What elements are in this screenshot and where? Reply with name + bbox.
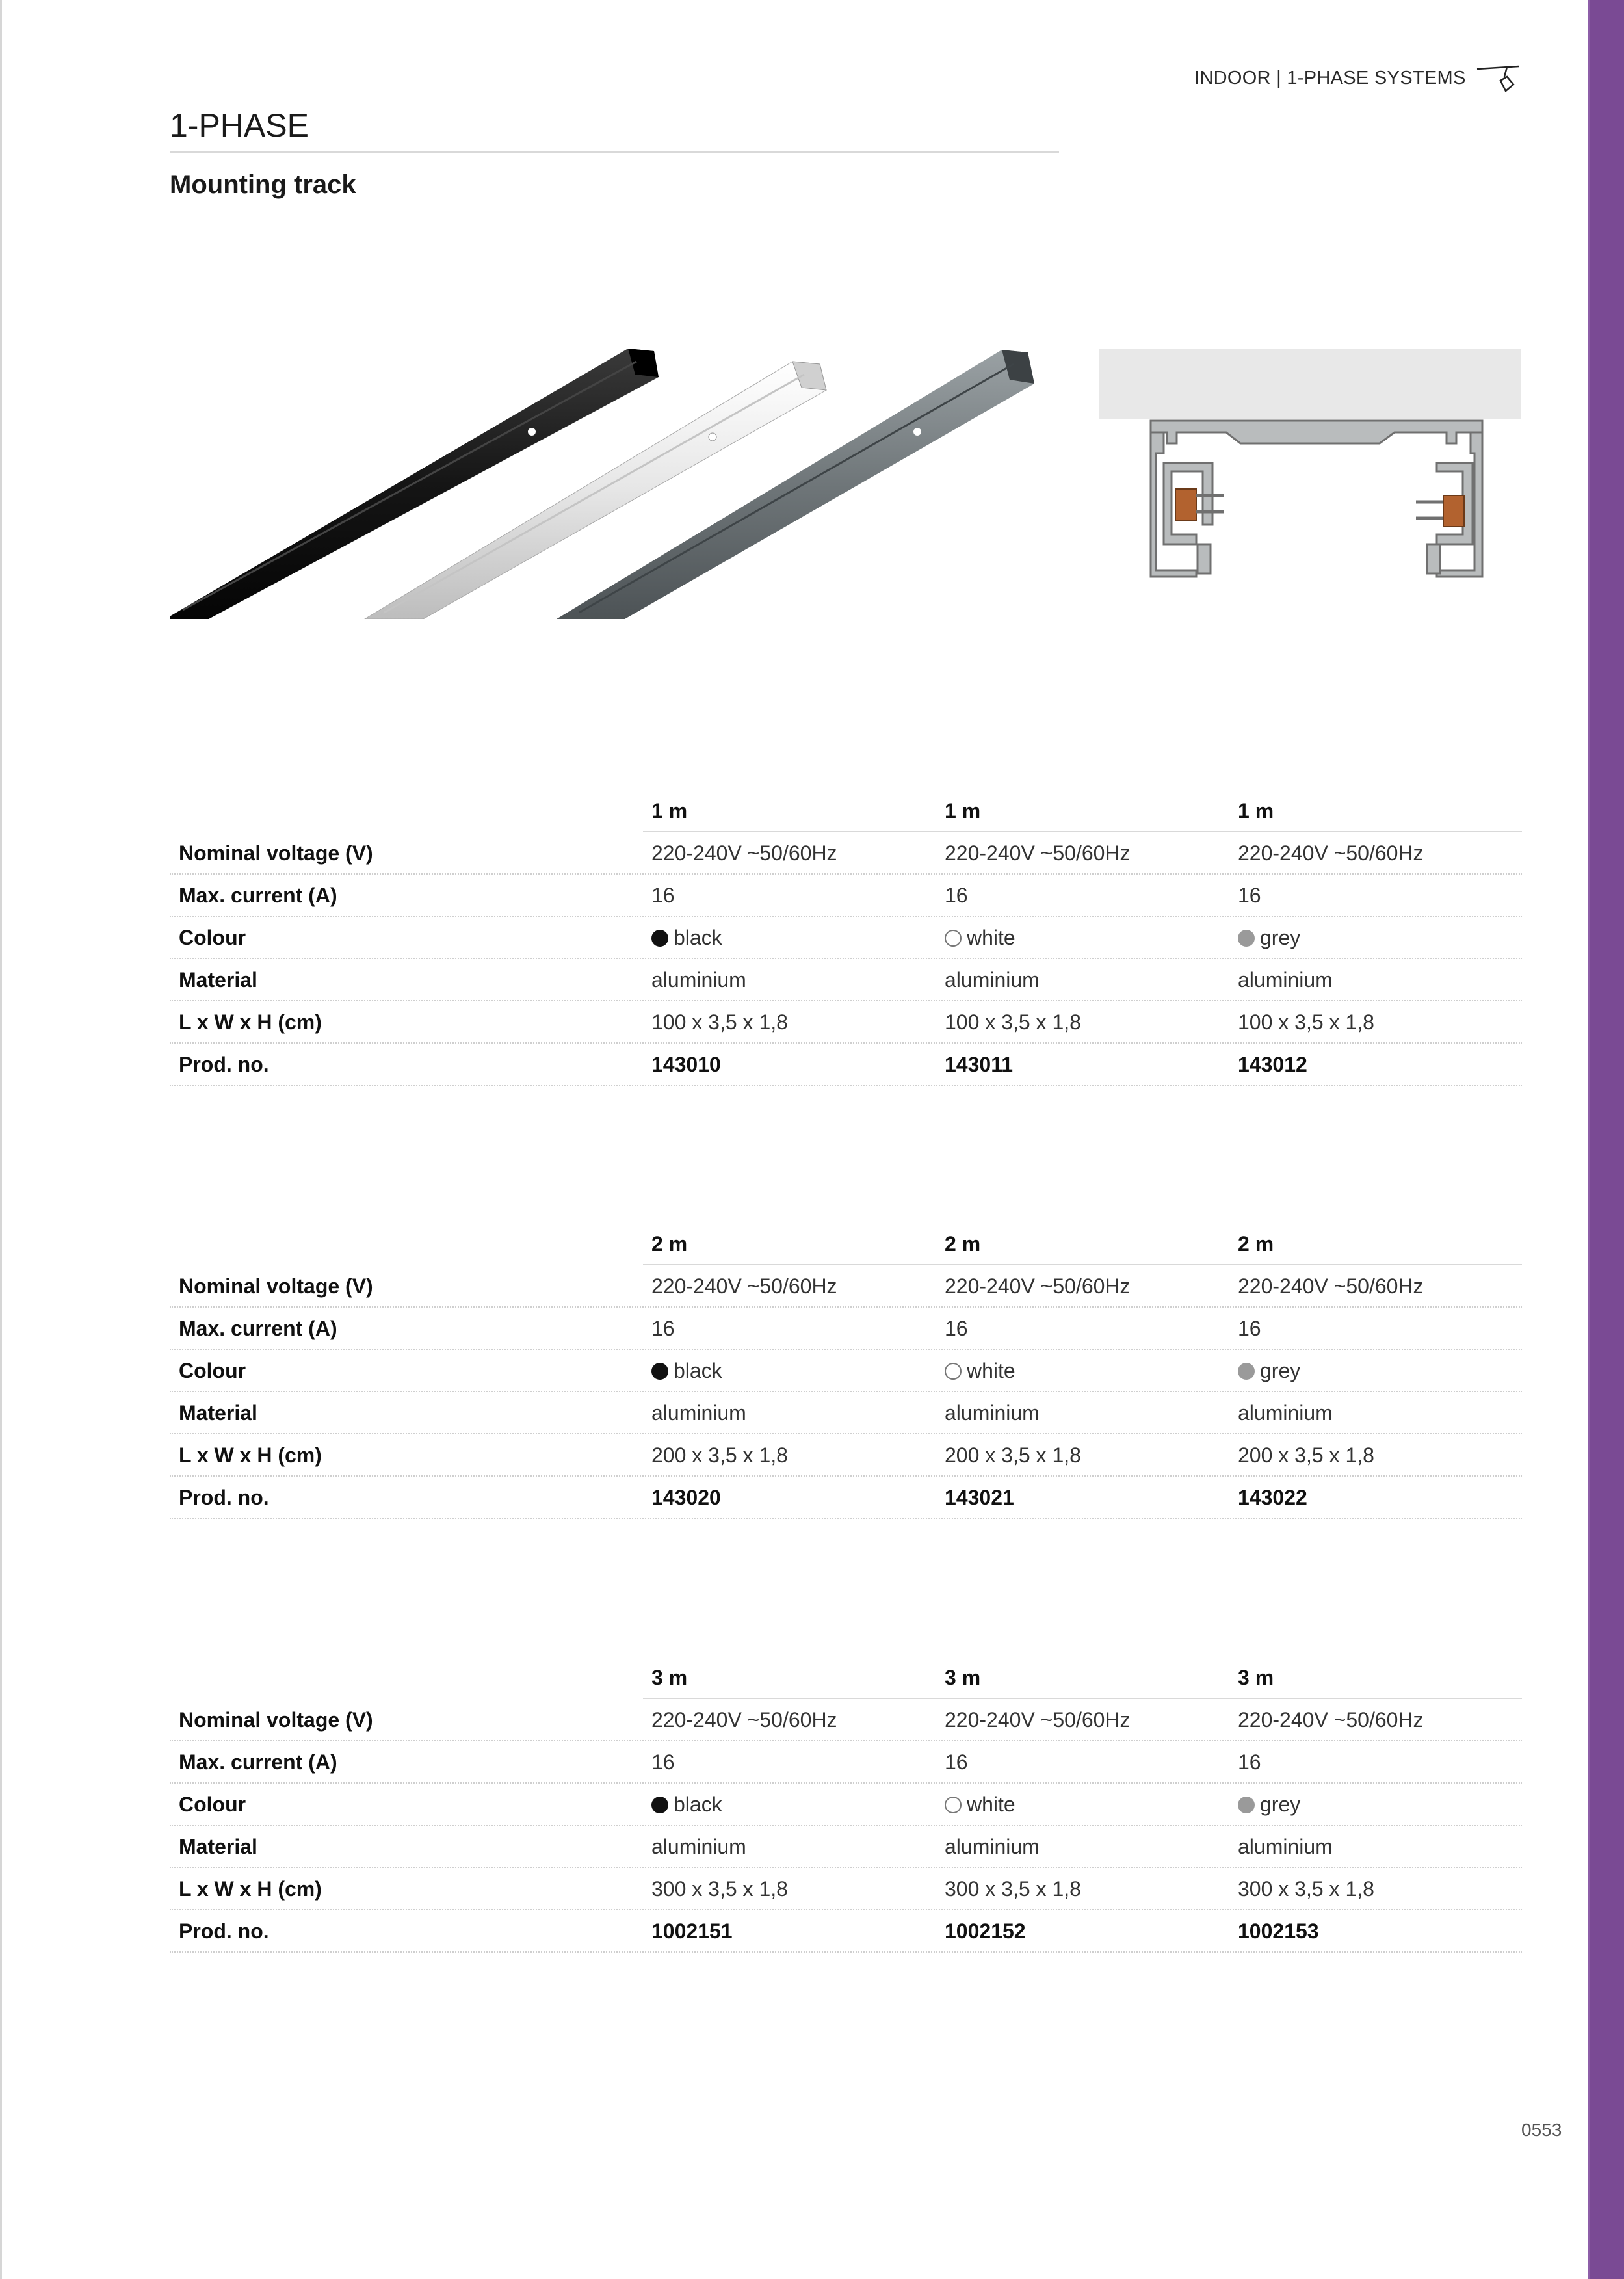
page-title: 1-PHASE	[170, 107, 309, 144]
table-cell: 100 x 3,5 x 1,8	[651, 1010, 788, 1034]
mounting-tracks-photo	[170, 338, 1047, 619]
page-number: 0553	[1521, 2120, 1562, 2140]
row-label: Max. current (A)	[179, 1750, 337, 1774]
row-label: Material	[179, 1401, 257, 1425]
prod-number: 143021	[945, 1486, 1014, 1509]
colour-name: grey	[1260, 1359, 1301, 1382]
table-cell: 200 x 3,5 x 1,8	[945, 1443, 1081, 1467]
colour-cell	[945, 917, 1015, 959]
table-cell: 16	[1238, 884, 1261, 907]
black-swatch-icon	[651, 1363, 668, 1380]
table-cell: 220-240V ~50/60Hz	[945, 1274, 1131, 1298]
colour-name: black	[674, 926, 722, 949]
page-subtitle: Mounting track	[170, 170, 356, 199]
ceiling-surface	[1099, 349, 1521, 419]
prod-number: 1002152	[945, 1919, 1026, 1943]
white-swatch-icon	[945, 930, 962, 947]
table-cell: aluminium	[945, 1401, 1040, 1425]
table-row-dimensions	[170, 1001, 1522, 1044]
row-label: Colour	[179, 1793, 246, 1816]
prod-number: 143020	[651, 1486, 721, 1509]
prod-number: 143011	[945, 1053, 1014, 1076]
row-label: Nominal voltage (V)	[179, 1708, 373, 1732]
colour-cell	[651, 1784, 722, 1826]
row-label: L x W x H (cm)	[179, 1443, 322, 1467]
table-cell: 300 x 3,5 x 1,8	[945, 1877, 1081, 1901]
table-cell: 220-240V ~50/60Hz	[945, 841, 1131, 865]
copper-conductors	[1175, 489, 1464, 527]
colour-cell	[651, 1350, 722, 1392]
white-swatch-icon	[945, 1797, 962, 1813]
table-row-prod-no	[170, 1477, 1522, 1519]
table-header-row	[170, 790, 1522, 832]
colour-cell	[945, 1784, 1015, 1826]
table-row-voltage	[170, 1699, 1522, 1741]
track-spotlight-icon	[1476, 62, 1523, 96]
row-label: Material	[179, 1835, 257, 1858]
table-cell: 300 x 3,5 x 1,8	[651, 1877, 788, 1901]
table-cell: 220-240V ~50/60Hz	[1238, 841, 1424, 865]
colour-cell	[1238, 1784, 1300, 1826]
section-color-bar	[1588, 0, 1624, 2279]
colour-cell	[1238, 917, 1300, 959]
length-cell: 3 m	[945, 1666, 981, 1689]
table-row-prod-no	[170, 1044, 1522, 1086]
table-row-current	[170, 1308, 1522, 1350]
row-label: Colour	[179, 926, 246, 949]
grey-swatch-icon	[1238, 1363, 1255, 1380]
colour-name: black	[674, 1793, 722, 1816]
length-cell: 3 m	[1238, 1666, 1274, 1689]
row-label: L x W x H (cm)	[179, 1877, 322, 1901]
black-swatch-icon	[651, 1797, 668, 1813]
table-cell: aluminium	[651, 1835, 746, 1858]
table-cell: 100 x 3,5 x 1,8	[945, 1010, 1081, 1034]
prod-number: 143010	[651, 1053, 721, 1076]
table-row-current	[170, 1741, 1522, 1784]
length-cell: 2 m	[651, 1232, 688, 1256]
table-cell: 16	[1238, 1750, 1261, 1774]
grey-swatch-icon	[1238, 930, 1255, 947]
colour-cell	[651, 917, 722, 959]
spec-table-1m	[170, 790, 1522, 1086]
length-cell: 2 m	[1238, 1232, 1274, 1256]
table-row-prod-no	[170, 1910, 1522, 1953]
table-row-current	[170, 875, 1522, 917]
table-cell: aluminium	[945, 1835, 1040, 1858]
table-row-colour	[170, 1350, 1522, 1392]
length-cell: 1 m	[651, 799, 688, 823]
row-label: Max. current (A)	[179, 884, 337, 907]
table-cell: 300 x 3,5 x 1,8	[1238, 1877, 1374, 1901]
table-row-colour	[170, 917, 1522, 959]
table-cell: 220-240V ~50/60Hz	[945, 1708, 1131, 1732]
table-row-colour	[170, 1784, 1522, 1826]
length-cell: 1 m	[945, 799, 981, 823]
spec-table-3m	[170, 1657, 1522, 1953]
table-header-row	[170, 1223, 1522, 1265]
grey-swatch-icon	[1238, 1797, 1255, 1813]
table-row-voltage	[170, 832, 1522, 875]
row-label: Prod. no.	[179, 1486, 269, 1509]
table-cell: 16	[651, 1750, 675, 1774]
colour-name: grey	[1260, 1793, 1301, 1816]
table-cell: 100 x 3,5 x 1,8	[1238, 1010, 1374, 1034]
row-label: Nominal voltage (V)	[179, 841, 373, 865]
table-cell: 200 x 3,5 x 1,8	[651, 1443, 788, 1467]
colour-name: white	[967, 1359, 1015, 1382]
track-profile-diagram	[1099, 349, 1521, 590]
table-cell: 220-240V ~50/60Hz	[1238, 1708, 1424, 1732]
table-row-dimensions	[170, 1434, 1522, 1477]
row-label: L x W x H (cm)	[179, 1010, 322, 1034]
table-cell: 16	[945, 884, 968, 907]
length-cell: 1 m	[1238, 799, 1274, 823]
table-cell: 200 x 3,5 x 1,8	[1238, 1443, 1374, 1467]
table-row-material	[170, 959, 1522, 1001]
table-cell: aluminium	[1238, 1401, 1333, 1425]
table-cell: 16	[1238, 1317, 1261, 1340]
table-row-material	[170, 1392, 1522, 1434]
black-track	[170, 349, 659, 619]
row-label: Prod. no.	[179, 1919, 269, 1943]
row-label: Max. current (A)	[179, 1317, 337, 1340]
table-cell: 16	[945, 1317, 968, 1340]
table-cell: 16	[651, 884, 675, 907]
black-swatch-icon	[651, 930, 668, 947]
table-row-voltage	[170, 1265, 1522, 1308]
row-label: Prod. no.	[179, 1053, 269, 1076]
table-cell: aluminium	[1238, 1835, 1333, 1858]
table-cell: 220-240V ~50/60Hz	[651, 1274, 837, 1298]
table-cell: aluminium	[945, 968, 1040, 992]
table-cell: 220-240V ~50/60Hz	[651, 841, 837, 865]
spec-table-2m	[170, 1223, 1522, 1519]
table-cell: aluminium	[651, 968, 746, 992]
table-cell: 220-240V ~50/60Hz	[1238, 1274, 1424, 1298]
table-row-dimensions	[170, 1868, 1522, 1910]
row-label: Colour	[179, 1359, 246, 1382]
table-cell: 16	[945, 1750, 968, 1774]
colour-name: white	[967, 1793, 1015, 1816]
prod-number: 143012	[1238, 1053, 1307, 1076]
colour-name: black	[674, 1359, 722, 1382]
table-header-row	[170, 1657, 1522, 1699]
table-row-material	[170, 1826, 1522, 1868]
track-cross-section	[1151, 421, 1482, 577]
colour-cell	[1238, 1350, 1300, 1392]
section-header: INDOOR | 1-PHASE SYSTEMS	[1194, 68, 1466, 88]
table-cell: 220-240V ~50/60Hz	[651, 1708, 837, 1732]
colour-name: white	[967, 926, 1015, 949]
table-cell: aluminium	[1238, 968, 1333, 992]
prod-number: 1002153	[1238, 1919, 1319, 1943]
white-swatch-icon	[945, 1363, 962, 1380]
length-cell: 3 m	[651, 1666, 688, 1689]
colour-cell	[945, 1350, 1015, 1392]
row-label: Material	[179, 968, 257, 992]
length-cell: 2 m	[945, 1232, 981, 1256]
title-divider	[170, 151, 1059, 153]
row-label: Nominal voltage (V)	[179, 1274, 373, 1298]
prod-number: 143022	[1238, 1486, 1307, 1509]
page-edge	[0, 0, 2, 2279]
table-cell: aluminium	[651, 1401, 746, 1425]
prod-number: 1002151	[651, 1919, 733, 1943]
colour-name: grey	[1260, 926, 1301, 949]
table-cell: 16	[651, 1317, 675, 1340]
